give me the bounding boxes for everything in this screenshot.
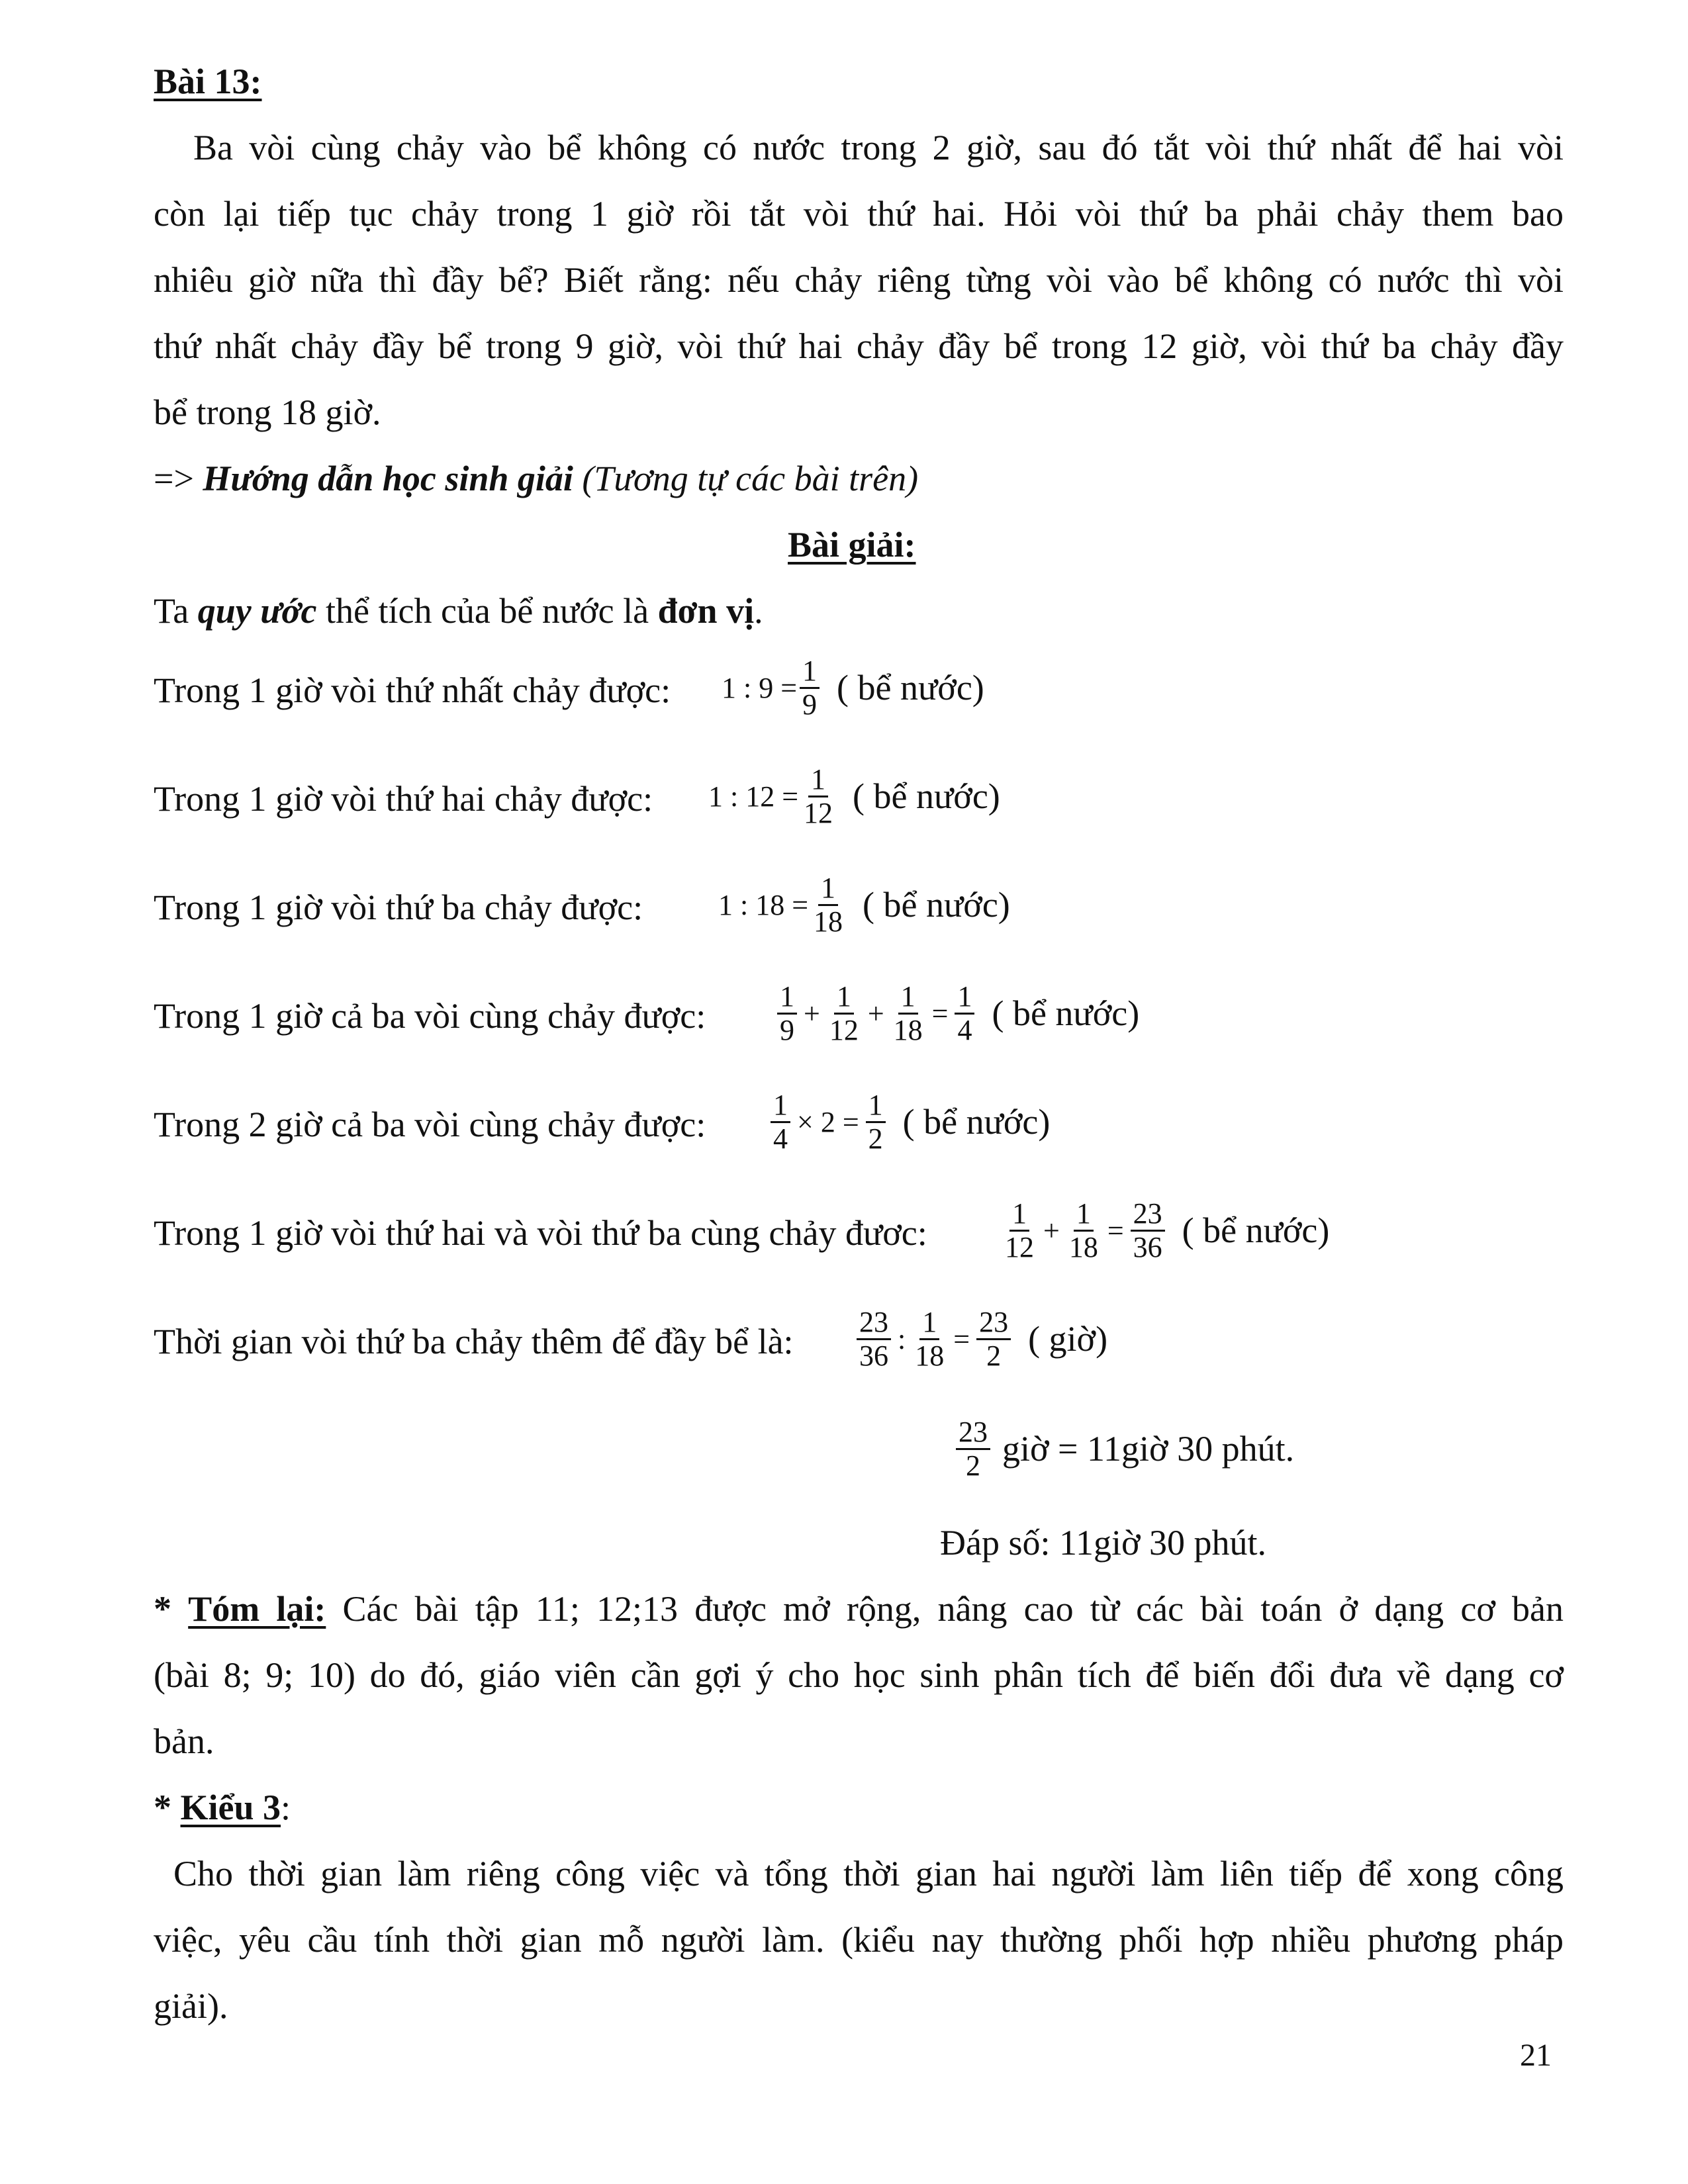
step-1-text: Trong 1 giờ vòi thứ nhất chảy được: bbox=[154, 670, 671, 710]
step-3-fraction: $\frac{1}{18}$ bbox=[814, 872, 843, 938]
step-4-fraction-4: $\frac{1}{4}$ bbox=[955, 981, 974, 1046]
problem-line-4: thứ nhất chảy đầy bể trong 9 giờ, vòi thứ hai chảy đầy bể trong 12 giờ, vòi thứ ba chảy đầy bbox=[154, 326, 1564, 366]
convention-period: . bbox=[754, 591, 763, 631]
type3-line-1: Cho thời gian làm riêng công việc và tổng thời gian hai người làm liên tiếp để xong công bbox=[173, 1854, 1564, 1893]
step-6-formula bbox=[1000, 1198, 1329, 1263]
step-2-division: 1 : 12 = bbox=[708, 780, 799, 813]
step-4-op-2: + bbox=[867, 997, 884, 1030]
result-text: giờ = 11giờ 30 phút. bbox=[1002, 1429, 1295, 1469]
step-4-fraction-1: $\frac{1}{9}$ bbox=[777, 981, 797, 1046]
step-7-fraction-1: $\frac{23}{36}$ bbox=[857, 1306, 891, 1371]
summary-line-2: (bài 8; 9; 10) do đó, giáo viên cần gợi ý cho học sinh phân tích để biến đổi đưa về dạng cơ bbox=[154, 1655, 1564, 1695]
step-4-op-1: + bbox=[804, 997, 820, 1030]
convention-text-1: Ta bbox=[154, 591, 198, 631]
step-7-text: Thời gian vòi thứ ba chảy thêm để đầy bể là: bbox=[154, 1322, 794, 1361]
step-4-op-3: = bbox=[931, 997, 949, 1030]
step-1-unit: ( bể nước) bbox=[837, 668, 984, 708]
page-number: 21 bbox=[1520, 2038, 1552, 2073]
problem-line-2: còn lại tiếp tục chảy trong 1 giờ rồi tắt vòi thứ hai. Hỏi vòi thứ ba phải chảy them bao bbox=[154, 194, 1564, 234]
type3-heading bbox=[154, 1790, 291, 1825]
summary-star: * bbox=[154, 1589, 171, 1629]
step-3-formula bbox=[718, 872, 1010, 937]
step-5-multiply: × 2 = bbox=[797, 1105, 859, 1138]
step-4-fraction-3: $\frac{1}{18}$ bbox=[893, 980, 923, 1046]
step-7-fraction-3: $\frac{23}{2}$ bbox=[976, 1306, 1011, 1371]
step-5-fraction-1: $\frac{1}{4}$ bbox=[771, 1089, 790, 1154]
step-3-text: Trong 1 giờ vòi thứ ba chảy được: bbox=[154, 887, 643, 927]
step-4-unit: ( bể nước) bbox=[992, 993, 1140, 1034]
step-1-division: 1 : 9 = bbox=[722, 671, 798, 704]
problem-line-5: bể trong 18 giờ. bbox=[154, 392, 381, 432]
guide-note: (Tương tự các bài trên) bbox=[582, 459, 919, 498]
guide-line bbox=[154, 461, 918, 496]
step-1-formula bbox=[722, 655, 984, 720]
type3-star: * bbox=[154, 1788, 171, 1827]
step-6-text: Trong 1 giờ vòi thứ hai và vòi thứ ba cùng chảy đươc: bbox=[154, 1213, 927, 1253]
result-line bbox=[953, 1416, 1294, 1481]
type3-line-3: giải). bbox=[154, 1986, 228, 2026]
step-2-unit: ( bể nước) bbox=[853, 776, 1000, 817]
problem-line-3: nhiêu giờ nữa thì đầy bể? Biết rằng: nếu chảy riêng từng vòi vào bể không có nước thì vòi bbox=[154, 260, 1564, 300]
step-2-text: Trong 1 giờ vòi thứ hai chảy được: bbox=[154, 779, 653, 819]
type3-label: Kiểu 3 bbox=[180, 1788, 281, 1827]
step-6-op-2: = bbox=[1107, 1214, 1124, 1247]
step-4-fraction-2: $\frac{1}{12}$ bbox=[829, 980, 859, 1046]
step-2-fraction: $\frac{1}{12}$ bbox=[804, 763, 833, 829]
problem-heading: Bài 13: bbox=[154, 62, 262, 101]
convention-line bbox=[154, 593, 763, 629]
step-6-fraction-3: $\frac{23}{36}$ bbox=[1131, 1198, 1165, 1263]
step-7-unit: ( giờ) bbox=[1028, 1319, 1108, 1359]
step-5-fraction-2: $\frac{1}{2}$ bbox=[866, 1089, 886, 1154]
step-7-op-1: : bbox=[898, 1322, 906, 1355]
solution-heading: Bài giải: bbox=[788, 525, 916, 565]
step-3-division: 1 : 18 = bbox=[718, 888, 809, 921]
type3-colon: : bbox=[281, 1788, 291, 1827]
convention-unit: đơn vị bbox=[657, 591, 755, 631]
guide-arrow: => bbox=[154, 459, 194, 498]
problem-line-1: Ba vòi cùng chảy vào bể không có nước trong 2 giờ, sau đó tắt vòi thứ nhất để hai vòi bbox=[193, 128, 1564, 167]
step-4-text: Trong 1 giờ cả ba vòi cùng chảy được: bbox=[154, 996, 706, 1036]
summary-text-1: Các bài tập 11; 12;13 được mở rộng, nâng cao từ các bài toán ở dạng cơ bản bbox=[326, 1589, 1564, 1629]
answer-line: Đáp số: 11giờ 30 phút. bbox=[940, 1523, 1267, 1563]
step-6-fraction-1: $\frac{1}{12}$ bbox=[1005, 1197, 1034, 1263]
step-6-op-1: + bbox=[1043, 1214, 1060, 1247]
step-7-formula bbox=[854, 1306, 1107, 1371]
step-2-formula bbox=[708, 764, 1000, 829]
step-7-op-2: = bbox=[953, 1322, 970, 1355]
type3-line-2: việc, yêu cầu tính thời gian mỗ người làm. (kiểu nay thường phối hợp nhiều phương pháp bbox=[154, 1920, 1564, 1960]
step-5-formula bbox=[768, 1089, 1050, 1154]
summary-line-3: bản. bbox=[154, 1721, 214, 1761]
summary-label: Tóm lại: bbox=[188, 1589, 326, 1629]
step-7-fraction-2: $\frac{1}{18}$ bbox=[915, 1306, 945, 1372]
result-fraction: $\frac{23}{2}$ bbox=[956, 1416, 990, 1481]
step-1-fraction: $\frac{1}{9}$ bbox=[800, 655, 820, 720]
convention-text-2: thể tích của bể nước là bbox=[316, 591, 658, 631]
step-6-unit: ( bể nước) bbox=[1182, 1210, 1330, 1251]
step-3-unit: ( bể nước) bbox=[863, 885, 1010, 925]
step-5-unit: ( bể nước) bbox=[902, 1102, 1051, 1142]
guide-title: Hướng dẫn học sinh giải bbox=[203, 459, 573, 498]
step-5-text: Trong 2 giờ cả ba vòi cùng chảy được: bbox=[154, 1105, 706, 1144]
step-6-fraction-2: $\frac{1}{18}$ bbox=[1068, 1197, 1098, 1263]
convention-term: quy ước bbox=[197, 591, 317, 631]
step-4-formula bbox=[774, 981, 1139, 1046]
summary-line-1 bbox=[154, 1591, 1564, 1627]
